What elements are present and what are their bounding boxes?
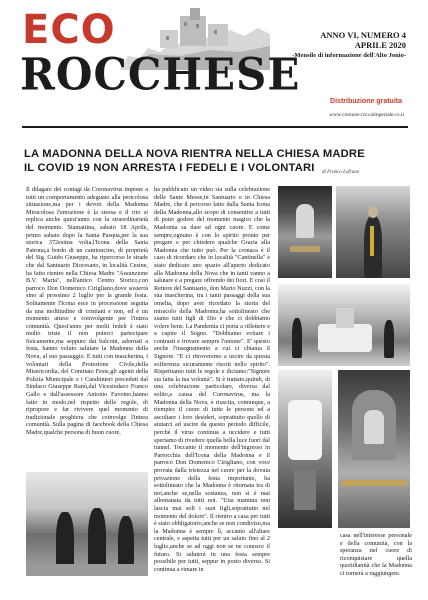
photo-mayor bbox=[336, 186, 410, 278]
headline-primary: LA MADONNA DELLA NOVA RIENTRA NELLA CHIESA MADRE bbox=[24, 148, 365, 160]
masthead-subtitle: -Mensile di informazione dell'Alto Jonio- bbox=[292, 52, 406, 59]
issue-date: APRILE 2020 bbox=[354, 40, 406, 50]
photo-church-interior bbox=[338, 370, 410, 528]
headline-secondary: IL COVID 19 NON ARRESTA I FEDELI E I VOLONTARI bbox=[24, 162, 315, 174]
photo-officials-street bbox=[26, 472, 148, 576]
photo-icon-madonna bbox=[278, 186, 332, 278]
photo-procession-car bbox=[278, 284, 410, 366]
issue-number: ANNO VI, NUMERO 4 bbox=[320, 30, 406, 40]
article-byline: di Franco Lofrano bbox=[322, 170, 360, 175]
distribution-note: Distribuzione gratuita bbox=[330, 98, 402, 105]
article-column-1: Il dilagare dei contagi da Coronavirus impone a tutti un comportamento adeguato alla pericolosa situazione,ma per i devoti della Madonna Miracolosa l'emozione è la stessa e il rito si replica anche quest'anno con la straordinarietà del momento. Stamattina, sabato 18 Aprile, primo sabato dopo la Santa Pasqua,per la sua storica 372esima volta,l'Icona della Santa Patrona,a bordo di un camioncino, di proprietà del Sig. Guido Giuseppe, ha ripercorso le strade che dal Santuario Diocesano, in località Cesine, ha fatto rientro nella Chiesa Madre "Assunzione B.V. Maria", nell'antico Centro Storico,con parroco Don Domenico Cirigliano,dove sosterrà sino al prossimo 2 luglio per la grande festa. Solitamente l'Icona esce in processione seguita da una moltitudine di cristiani e non, ed è un momento atteso e coinvolgente per l'intera comunità. Quest'anno per molti fedeli è stato molto triste il non poterci partecipare fisicamente,ma seppure dai balconi, adornati a festa, hanno voluto salutare la Madonna della Nova, al suo passaggio. E tutti con mascherina, i volontari della Protezione Civile,della Misericordia, del Comitato Feste,gli agenti della Polizia Municipale e i Carabinieri preceduti dal Sindaco Giuseppe Ranù,dal Vicesindaco Franco Gallo e dall'assessore Antonio Favoino,hanno fatto in modo,nel rispetto delle regole, di ripropore e far rivivere quel momento di tradizionale preghiera che coinvolge l'intera comunità. Sulla pagina di facebook della Chiesa Madre,qualche persona di buon cuore, bbox=[26, 186, 148, 436]
website-link[interactable]: www.comune.roccaimperiale.cs.it bbox=[329, 112, 404, 118]
logo-eco: ECO bbox=[22, 7, 116, 53]
issue-info bbox=[292, 30, 406, 59]
photo-icon-float bbox=[278, 370, 332, 528]
masthead-divider bbox=[22, 126, 408, 128]
article-column-3: casa nell'interesse personale e della comunità, con la speranza nel cuore di riconquistare quella quotidianità che la Madonna ci tornerà a raggiungere. bbox=[340, 532, 412, 577]
logo-rocchese: ROCCHESE bbox=[20, 48, 301, 101]
article-column-2: ha pubblicato un video sia sulla celebrazione delle Sante Messe,in Santuario e in Chiesa Madre, che il percorso fatto dalla Santa Icona della Madonna,allo scopo di consentire a tutti di poter godere del momento magico che la Madonna sa dare ad ogni cuore. E come sempre,ognuno è con lo spirito pronto per pregare e per chiedere qualche Grazia alla Madonna che tutto può. Per la cronaca è il caso di ricordare che in località "Cantinella" è stato dedicato uno spazio all'aperto dedicato alla Madonna della Nova che in tanti vanno a salutare e a pregare offrendo dei fiori. E così il Rettore del Santuario, don Mario Nuzzi, con la sua mascherina, tra i tanti passaggi della sua omelia, dopo aver ricordato la storia del miracolo della Madonna,ha sottolineato che siamo tutti figli di Dio e che ci dobbiamo volere bene. La Pandemia ci porta a riflettere e a capire il Sogno. "Dobbiamo evitare i contrasti e trovare sempre l'unione". E' questo anche l'insegnamento a cui ci chiama il Signore. "E ci ritroveremo a uscire da questa sofferenza sicuramente risorti nello spirito". Rispettiamo tutti le regole e diciamo:"Signore sia fatta la tua volontà". Si è trattato,quindi, di una celebrazione particolare, diversa dal solito,a causa del Coronavirus, ma la Madonna della Nova, è riuscita, comunque, a riempire il cuore di tutte le persone ed a ascoltare i loro desideri, soprattutto quello di aiutarci ad uscire da questo periodo difficile, perché il virus continua a uccidere e tutti speriamo di rivedere quella bella luce fuori dal tunnel. Toccante il momento dell'ingresso in Parrocchia dell'Icona della Madonna e il parroco Don Domenico Cirigliano, con voce provata dalla tristezza nel cuore per la dovuta privazione della festa importante, ha sottolineato che la Madonna è ritornata tra di noi,anche se,nella sostanza, non si è mai allontanata da tutti noi. "Una mamma non lascia mai soli i suoi figli,soprattutto nel momento del dolore". Il rientro a casa per tutti è stato obbligatorio,anche se non condiviso,ma la Madonna è sempre lì, accanto all'altare centrale, e aspetta tutti per un saluto fino al 2 luglio,anche se ad oggi non se ne conosce il futuro. Si saluterà in una festa sempre possibile per tutti, seppur in posto diverso. Si continua a rimare in bbox=[154, 186, 270, 573]
